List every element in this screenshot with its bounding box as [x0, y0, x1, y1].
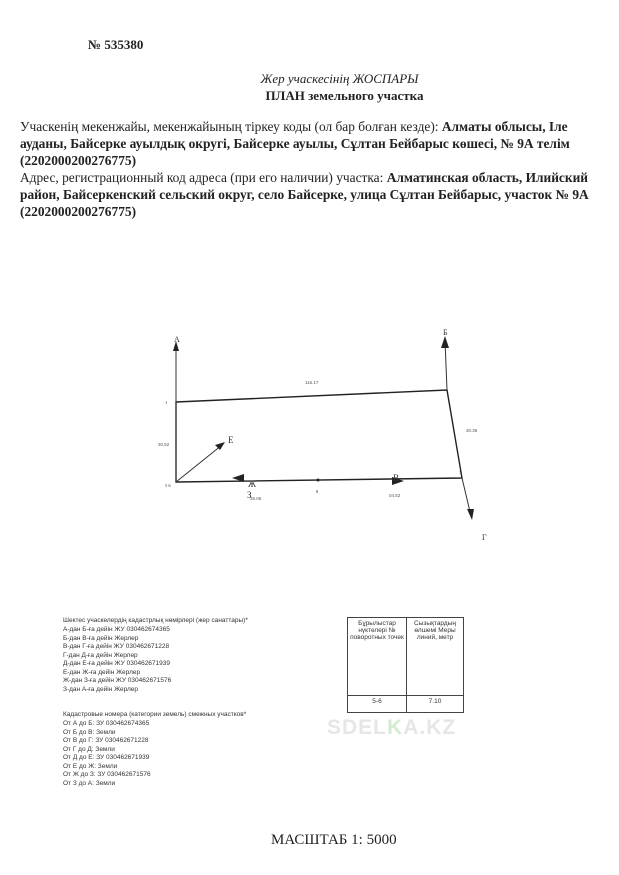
title-kz: Жер учаскесінің ЖОСПАРЫ [260, 71, 419, 86]
adjacent-row: Д-дан Е-ға дейін ЖУ 030462671939 [63, 660, 170, 667]
address-kz-value: Алматы облысы, Іле ауданы, Байсерке ауылдық округі, Байсерке ауылы, Сұлтан Бейбарыс көшесі, № 9А телім (2202000200276775) [20, 119, 570, 168]
cadastral-row: От Д до Е: ЗУ 030462671939 [63, 754, 150, 761]
watermark-part-2: K [387, 716, 404, 739]
label-e: Е [228, 435, 234, 445]
label-a: А [174, 335, 180, 344]
vertex-bottom-mid [317, 479, 320, 482]
cadastral-list [63, 720, 151, 788]
turning-points-table [347, 617, 464, 713]
cadastral-row: От Г до Д: Земли [63, 745, 115, 753]
label-zh: Ж [248, 479, 257, 489]
label-corner-bl: 5 6 [165, 483, 171, 488]
adjacent-list [63, 626, 171, 694]
table-cell-lengths: 7.10 [407, 696, 464, 713]
label-corner-br: 7 [459, 470, 462, 475]
address-ru-value: Алматинская область, Илийский район, Байсеркенский сельский округ, село Байсерке, улица Сұлтан Бейбарыс, участок № 9А (2202000200276775) [20, 170, 589, 219]
table-header-points: Бұрылыстар нүктелері № поворотных точек [348, 618, 407, 696]
cadastral-row: От В до Г: ЗУ 030462671228 [63, 737, 149, 744]
arrow-e-line [176, 445, 222, 482]
watermark-part-1: SDEL [327, 716, 388, 739]
table-header-lengths: Сызықтардың өлшемі Меры линий, метр [407, 618, 464, 696]
scale-label: МАСШТАБ 1: 5000 [271, 832, 397, 848]
cadastral-row: От А до Б: ЗУ 030462674365 [63, 720, 150, 727]
arrow-b-head [441, 336, 449, 348]
label-v: В [393, 473, 400, 483]
adjacent-row: Ж-дан З-ға дейін ЖУ 030462671576 [63, 677, 172, 684]
measure-top: 116.17 [305, 380, 319, 385]
title-ru: ПЛАН земельного участка [265, 88, 424, 103]
cadastral-row: От Ж до З: ЗУ 030462671576 [63, 771, 151, 778]
measure-bottom-right: 04.52 [389, 493, 401, 498]
arrow-g-head [467, 509, 474, 520]
cadastral-title: Кадастровые номера (категории земель) смежных участков* [63, 711, 247, 718]
adjacent-row: А-дан Б-ға дейін ЖУ 030462674365 [63, 626, 170, 633]
address-ru-label: Адрес, регистрационный код адреса (при его наличии) участка: [20, 170, 387, 185]
cadastral-row: От Б до В: Земли [63, 728, 116, 736]
address-kz-label: Учаскенің мекенжайы, мекенжайының тіркеу коды (ол бар болған кезде): [20, 119, 442, 134]
watermark [327, 716, 456, 740]
parcel-outline [176, 390, 462, 482]
adjacent-row: Е-дан Ж-ға дейін Жерлер [63, 668, 141, 676]
cadastral-row: От Е до Ж: Земли [63, 762, 118, 770]
adjacent-row: Б-дан В-ға дейін Жерлер [63, 634, 139, 642]
label-g: Г [482, 533, 487, 542]
label-corner-tl: 1 [165, 400, 168, 405]
label-b: Б [443, 328, 448, 337]
watermark-part-3: A.KZ [403, 716, 457, 739]
cadastral-row: От З до А: Земли [63, 779, 116, 787]
adjacent-title: Шектес учаскелердің кадастрлық нөмірлері (жер санаттары)* [63, 617, 248, 624]
measure-right: 30.36 [466, 428, 478, 433]
label-z: З [247, 490, 252, 500]
adjacent-row: Г-дан Д-ға дейін Жерлер [63, 651, 138, 659]
measure-left: 30.52 [158, 442, 170, 447]
document-number: № 535380 [88, 37, 144, 52]
adjacent-row: В-дан Г-ға дейін ЖУ 030462671228 [63, 643, 170, 650]
label-mid-bottom: 8 [316, 489, 319, 494]
adjacent-row: З-дан А-ға дейін Жерлер [63, 685, 139, 693]
table-cell-points: 5-6 [348, 696, 407, 713]
measure-bottom-left: 35.06 [250, 496, 262, 501]
